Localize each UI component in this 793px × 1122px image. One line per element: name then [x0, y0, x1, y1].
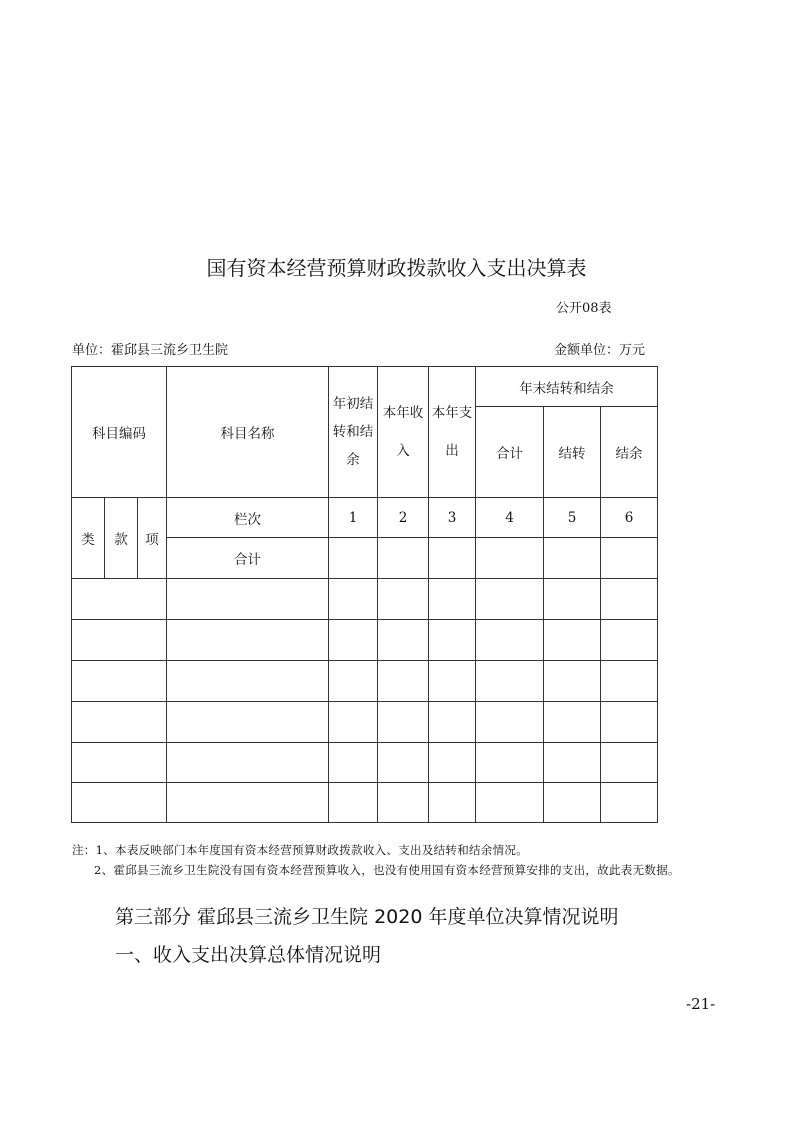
- note-1: 注：1、本表反映部门本年度国有资本经营预算财政拨款收入、支出及结转和结余情况。: [72, 843, 529, 857]
- header-total: 合计: [476, 407, 544, 498]
- table-row: [72, 783, 658, 823]
- header-income: 本年收入: [382, 405, 424, 459]
- header-surplus: 结余: [601, 407, 658, 498]
- header-name: 科目名称: [167, 367, 329, 498]
- header-xiang: 项: [138, 498, 167, 579]
- table-title: 国有资本经营预算财政拨款收入支出决算表: [206, 256, 587, 280]
- section-heading: 第三部分 霍邱县三流乡卫生院 2020 年度单位决算情况说明: [115, 906, 619, 928]
- header-kuan: 款: [105, 498, 138, 579]
- subheading: 一、收入支出决算总体情况说明: [115, 944, 382, 966]
- column-number: 6: [601, 498, 658, 538]
- header-lei: 类: [72, 498, 105, 579]
- unit-label: 单位：霍邱县三流乡卫生院: [72, 343, 229, 358]
- header-carry: 结转: [544, 407, 601, 498]
- table-row: [72, 743, 658, 783]
- page-number: -21-: [686, 995, 716, 1013]
- header-code: 科目编码: [72, 367, 167, 498]
- table-row: [72, 620, 658, 661]
- table-row: [72, 702, 658, 743]
- column-number: 2: [378, 498, 429, 538]
- budget-table: [71, 366, 658, 823]
- sum-row-label: 合计: [167, 538, 329, 579]
- header-expense: 本年支出: [431, 405, 473, 459]
- form-number: 公开08表: [556, 301, 612, 316]
- header-end-group: 年末结转和结余: [476, 367, 658, 407]
- table-row: [72, 579, 658, 620]
- note-2: 2、霍邱县三流乡卫生院没有国有资本经营预算收入，也没有使用国有资本经营预算安排的支出，故此表无数据。: [94, 863, 680, 877]
- column-number: 1: [329, 498, 378, 538]
- table-row: [72, 661, 658, 702]
- header-begin: 年初结转和结余: [332, 396, 374, 468]
- amount-unit-label: 金额单位：万元: [554, 343, 646, 358]
- column-number: 5: [544, 498, 601, 538]
- column-number: 3: [429, 498, 476, 538]
- column-number: 4: [476, 498, 544, 538]
- column-number-label: 栏次: [167, 498, 329, 538]
